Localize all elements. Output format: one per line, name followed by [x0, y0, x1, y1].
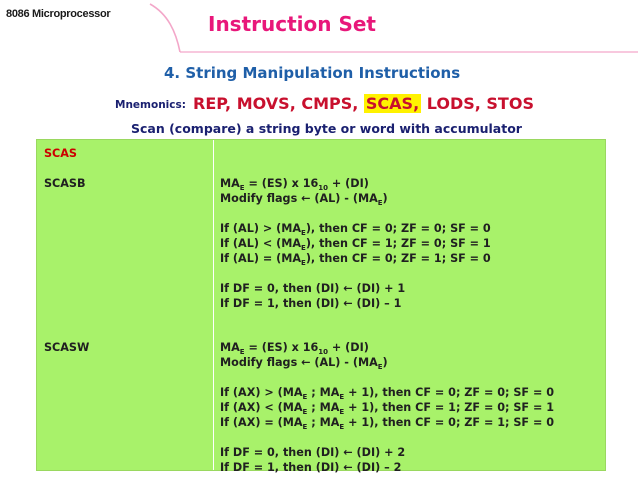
subscript: E — [301, 244, 306, 253]
operation-line — [220, 400, 554, 415]
operation-line — [220, 370, 554, 385]
subscript: E — [339, 408, 345, 417]
subscript: E — [239, 348, 245, 357]
operation-text: = (ES) x 16 — [244, 177, 319, 190]
subscript: E — [302, 408, 308, 417]
course-label: 8086 Microprocessor — [6, 8, 111, 20]
column-divider — [213, 140, 214, 470]
operation-line — [220, 385, 554, 400]
subscript: E — [339, 423, 345, 432]
operation-text: Modify flags ← (AL) - (MA — [220, 192, 378, 205]
operation-text: If (AL) = (MA — [220, 252, 302, 265]
operation-line — [220, 281, 491, 296]
operation-text: + 1), then CF = 0; ZF = 1; SF = 0 — [344, 416, 555, 429]
operation-text: + 1), then CF = 1; ZF = 0; SF = 1 — [344, 401, 555, 414]
operation-text: ), then CF = 0; ZF = 0; SF = 0 — [305, 222, 491, 235]
operation-line — [220, 460, 554, 475]
slide-title: Instruction Set — [208, 12, 376, 36]
mnemonics-label: Mnemonics: — [115, 99, 186, 111]
operation-text: ; MA — [307, 401, 340, 414]
operation-text: + 1), then CF = 0; ZF = 0; SF = 0 — [344, 386, 555, 399]
operation-text: If (AX) > (MA — [220, 386, 303, 399]
subscript: E — [301, 229, 306, 238]
operation-text: ), then CF = 1; ZF = 0; SF = 1 — [305, 237, 491, 250]
operation-text: + (DI) — [328, 177, 369, 190]
operation-text: If (AX) < (MA — [220, 401, 303, 414]
instruction-description: Scan (compare) a string byte or word with accumulator — [131, 121, 522, 136]
operation-line — [220, 191, 491, 206]
operation-text: If DF = 1, then (DI) ← (DI) – 2 — [220, 461, 402, 474]
mnemonics-before: REP, MOVS, CMPS, — [193, 94, 364, 113]
subscript: E — [377, 199, 383, 208]
scasw-operations — [220, 340, 554, 475]
operation-text: If DF = 0, then (DI) ← (DI) + 2 — [220, 446, 406, 459]
operation-line — [220, 266, 491, 281]
operation-text: MA — [220, 341, 240, 354]
operation-text: ) — [382, 356, 388, 369]
operation-text: ), then CF = 0; ZF = 1; SF = 0 — [305, 252, 491, 265]
operation-text: If (AL) > (MA — [220, 222, 302, 235]
instruction-table — [36, 139, 606, 474]
scasb-operations — [220, 176, 491, 311]
table-header-scas: SCAS — [44, 147, 77, 160]
operation-text: If (AX) = (MA — [220, 416, 303, 429]
operation-text: ; MA — [307, 416, 340, 429]
operation-text: If DF = 1, then (DI) ← (DI) – 1 — [220, 297, 402, 310]
subscript: E — [302, 423, 308, 432]
operation-line — [220, 251, 491, 266]
mnemonics-after: LODS, STOS — [421, 94, 534, 113]
operation-line — [220, 430, 554, 445]
subscript: 10 — [318, 348, 329, 357]
operation-line — [220, 415, 554, 430]
scasb-label: SCASB — [44, 177, 86, 190]
section-heading: 4. String Manipulation Instructions — [164, 64, 461, 82]
subscript: E — [377, 363, 383, 372]
scasw-label: SCASW — [44, 341, 90, 354]
operation-text: ) — [382, 192, 388, 205]
operation-line — [220, 445, 554, 460]
subscript: E — [339, 393, 345, 402]
operation-text: ; MA — [307, 386, 340, 399]
operation-line — [220, 221, 491, 236]
operation-text: = (ES) x 16 — [244, 341, 319, 354]
operation-line — [220, 355, 554, 370]
operation-text: Modify flags ← (AL) - (MA — [220, 356, 378, 369]
subscript: E — [301, 259, 306, 268]
operation-text: MA — [220, 177, 240, 190]
mnemonics-list — [193, 94, 534, 113]
operation-line — [220, 176, 491, 191]
operation-line — [220, 340, 554, 355]
operation-line — [220, 206, 491, 221]
operation-line — [220, 236, 491, 251]
operation-text: + (DI) — [328, 341, 369, 354]
operation-line — [220, 296, 491, 311]
operation-text: If DF = 0, then (DI) ← (DI) + 1 — [220, 282, 406, 295]
subscript: E — [239, 184, 245, 193]
mnemonic-highlighted: SCAS, — [365, 94, 420, 113]
operation-text: If (AL) < (MA — [220, 237, 302, 250]
subscript: 10 — [318, 184, 329, 193]
subscript: E — [302, 393, 308, 402]
